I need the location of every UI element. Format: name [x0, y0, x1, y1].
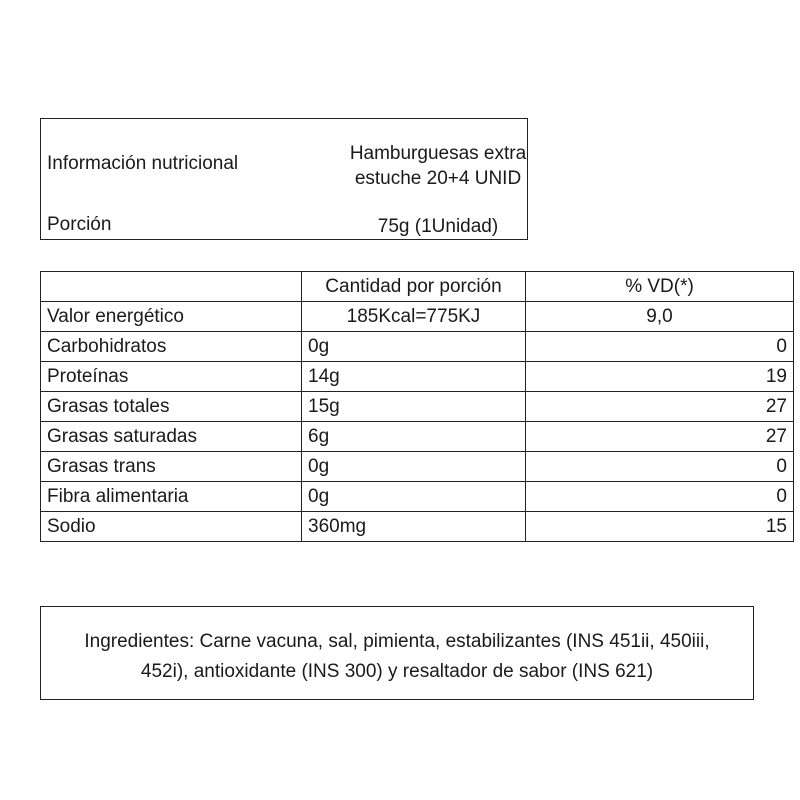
- table-row: [41, 362, 794, 392]
- portion-label: Porción: [47, 214, 112, 235]
- nutrient-amount: 0g: [302, 482, 526, 512]
- nutrient-label: Carbohidratos: [41, 332, 302, 362]
- table-row: [41, 452, 794, 482]
- nutrient-vd: 27: [526, 422, 794, 452]
- ingredients-box: [40, 606, 754, 700]
- table-row: [41, 422, 794, 452]
- product-header-box: [40, 118, 528, 240]
- nutrient-label: Sodio: [41, 512, 302, 542]
- nutrient-amount: 6g: [302, 422, 526, 452]
- table-header-row: [41, 272, 794, 302]
- energy-row: [41, 302, 794, 332]
- nutrient-amount: 0g: [302, 332, 526, 362]
- nutrient-label: Fibra alimentaria: [41, 482, 302, 512]
- product-name: [323, 141, 553, 191]
- nutrient-amount: 15g: [302, 392, 526, 422]
- energy-label: Valor energético: [41, 302, 302, 332]
- table-row: [41, 392, 794, 422]
- nutrient-amount: 14g: [302, 362, 526, 392]
- nutrient-vd: 27: [526, 392, 794, 422]
- nutrient-vd: 15: [526, 512, 794, 542]
- nutrient-label: Grasas trans: [41, 452, 302, 482]
- nutrient-vd: 0: [526, 452, 794, 482]
- nutrient-amount: 360mg: [302, 512, 526, 542]
- nutrition-table: [40, 271, 794, 542]
- nutrient-vd: 0: [526, 332, 794, 362]
- nutrient-label: Grasas totales: [41, 392, 302, 422]
- energy-amount: 185Kcal=775KJ: [302, 302, 526, 332]
- nutrition-info-title: Información nutricional: [47, 153, 239, 174]
- energy-vd: 9,0: [526, 302, 794, 332]
- table-row: [41, 332, 794, 362]
- vd-column-header: % VD(*): [526, 272, 794, 302]
- header-empty-cell: [41, 272, 302, 302]
- nutrient-vd: 19: [526, 362, 794, 392]
- portion-value: 75g (1Unidad): [377, 216, 499, 237]
- ingredients-line1: Ingredientes: Carne vacuna, sal, pimienta, estabilizantes (INS 451ii, 450iii,: [84, 631, 710, 652]
- product-name-line1: Hamburguesas extra: [349, 143, 527, 164]
- table-row: [41, 482, 794, 512]
- table-row: [41, 512, 794, 542]
- amount-column-header: Cantidad por porción: [302, 272, 526, 302]
- ingredients-text: [41, 627, 753, 687]
- nutrient-vd: 0: [526, 482, 794, 512]
- nutrient-label: Proteínas: [41, 362, 302, 392]
- nutrient-amount: 0g: [302, 452, 526, 482]
- product-name-line2: estuche 20+4 UNID: [354, 168, 522, 189]
- ingredients-line2: 452i), antioxidante (INS 300) y resaltador de sabor (INS 621): [140, 661, 654, 682]
- nutrient-label: Grasas saturadas: [41, 422, 302, 452]
